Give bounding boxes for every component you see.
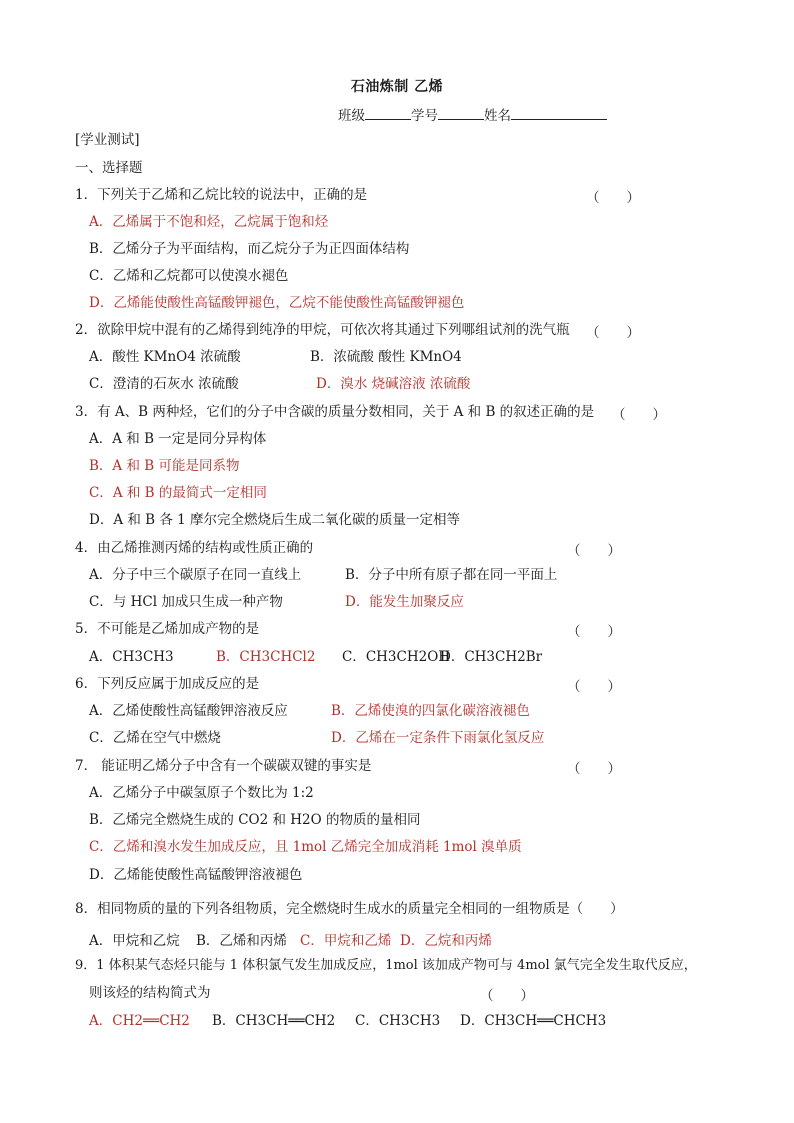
question-5-stem: 5．不可能是乙烯加成产物的是	[75, 621, 260, 637]
q3-option-b: B．A 和 B 可能是同系物	[89, 458, 240, 474]
question-2-stem: 2．欲除甲烷中混有的乙烯得到纯净的甲烷，可依次将其通过下列哪组试剂的洗气瓶	[75, 322, 570, 338]
q4-option-d: D．能发生加聚反应	[345, 594, 464, 610]
question-3-stem: 3．有 A、B 两种烃，它们的分子中含碳的质量分数相同，关于 A 和 B 的叙述正确的是	[75, 404, 595, 420]
question-9-answer-paren: （ ）	[480, 988, 534, 1004]
question-4-stem: 4．由乙烯推测丙烯的结构或性质正确的	[75, 540, 314, 556]
q2-option-d: D．溴水 烧碱溶液 浓硫酸	[316, 376, 471, 392]
class-blank[interactable]	[365, 105, 411, 120]
q3-option-d: D．A 和 B 各 1 摩尔完全燃烧后生成二氧化碳的质量一定相等	[89, 512, 461, 528]
q5-option-d: D．CH3CH2Br	[440, 649, 543, 665]
q5-option-b: B．CH3CHCl2	[216, 649, 316, 665]
q6-option-a: A．乙烯使酸性高锰酸钾溶液反应	[89, 703, 288, 719]
q2-option-b: B．浓硫酸 酸性 KMnO4	[310, 349, 462, 365]
q1-option-c: C．乙烯和乙烷都可以使溴水褪色	[89, 268, 289, 284]
question-5-answer-paren: （ ）	[567, 624, 621, 640]
q8-option-b: B．乙烯和丙烯	[196, 933, 287, 949]
q8-option-d: D．乙烷和丙烯	[400, 933, 492, 949]
class-label: 班级	[338, 108, 365, 124]
q3-option-a: A．A 和 B 一定是同分异构体	[89, 431, 267, 447]
q2-option-a: A．酸性 KMnO4 浓硫酸	[89, 349, 241, 365]
name-label: 姓名	[484, 108, 511, 124]
q9-option-a: A．CH2══CH2	[89, 1013, 190, 1029]
q7-option-d: D．乙烯能使酸性高锰酸钾溶液褪色	[89, 867, 303, 883]
q6-option-c: C．乙烯在空气中燃烧	[89, 730, 221, 746]
q1-option-d: D．乙烯能使酸性高锰酸钾褪色，乙烷不能使酸性高锰酸钾褪色	[89, 295, 465, 311]
q2-option-c: C．澄清的石灰水 浓硫酸	[89, 376, 239, 392]
question-7-stem: 7． 能证明乙烯分子中含有一个碳碳双键的事实是	[75, 758, 372, 774]
number-label: 学号	[411, 108, 438, 124]
q4-option-c: C．与 HCl 加成只生成一种产物	[89, 594, 283, 610]
q8-option-c: C．甲烷和乙烯	[300, 933, 392, 949]
question-1-stem: 1．下列关于乙烯和乙烷比较的说法中，正确的是	[75, 187, 368, 203]
q1-option-b: B．乙烯分子为平面结构，而乙烷分子为正四面体结构	[89, 241, 410, 257]
question-6-answer-paren: （ ）	[567, 679, 621, 695]
part-heading: 一、选择题	[75, 160, 143, 176]
q4-option-b: B．分子中所有原子都在同一平面上	[345, 567, 558, 583]
question-9-stem: 9．1 体积某气态烃只能与 1 体积氯气发生加成反应，1mol 该加成产物可与 4mol 氯气完全发生取代反应，	[75, 958, 697, 973]
question-7-answer-paren: （ ）	[567, 761, 621, 777]
question-2-answer-paren: （ ）	[586, 325, 640, 341]
question-9-stem-line-2: 则该烃的结构简式为	[89, 985, 211, 1001]
q3-option-c: C．A 和 B 的最简式一定相同	[89, 485, 267, 501]
q6-option-d: D．乙烯在一定条件下雨氯化氢反应	[331, 730, 545, 746]
question-3-answer-paren: （ ）	[612, 407, 666, 423]
q7-option-c: C．乙烯和溴水发生加成反应，且 1mol 乙烯完全加成消耗 1mol 溴单质	[89, 839, 522, 855]
question-6-stem: 6．下列反应属于加成反应的是	[75, 676, 260, 692]
page-title: 石油炼制 乙烯	[350, 79, 444, 95]
q8-option-a: A．甲烷和乙烷	[89, 933, 180, 949]
number-blank[interactable]	[438, 105, 484, 120]
q7-option-b: B．乙烯完全燃烧生成的 CO2 和 H2O 的物质的量相同	[89, 812, 421, 828]
q7-option-a: A．乙烯分子中碳氢原子个数比为 1:2	[89, 785, 314, 801]
q1-option-a: A．乙烯属于不饱和烃，乙烷属于饱和烃	[89, 214, 329, 230]
q5-option-c: C．CH3CH2OH	[342, 649, 451, 665]
question-8-stem: 8．相同物质的量的下列各组物质，完全燃烧时生成水的质量完全相同的一组物质是（ ）	[75, 901, 624, 917]
question-1-answer-paren: （ ）	[586, 190, 640, 206]
q5-option-a: A．CH3CH3	[89, 649, 174, 665]
student-info-line	[338, 104, 607, 124]
question-4-answer-paren: （ ）	[567, 543, 621, 559]
section-heading: [学业测试]	[75, 132, 140, 148]
q9-option-d: D．CH3CH══CHCH3	[460, 1013, 607, 1029]
q9-option-c: C．CH3CH3	[355, 1013, 441, 1029]
name-blank[interactable]	[511, 105, 607, 120]
q9-option-b: B．CH3CH══CH2	[212, 1013, 336, 1029]
q6-option-b: B．乙烯使溴的四氯化碳溶液褪色	[331, 703, 530, 719]
q4-option-a: A．分子中三个碳原子在同一直线上	[89, 567, 302, 583]
